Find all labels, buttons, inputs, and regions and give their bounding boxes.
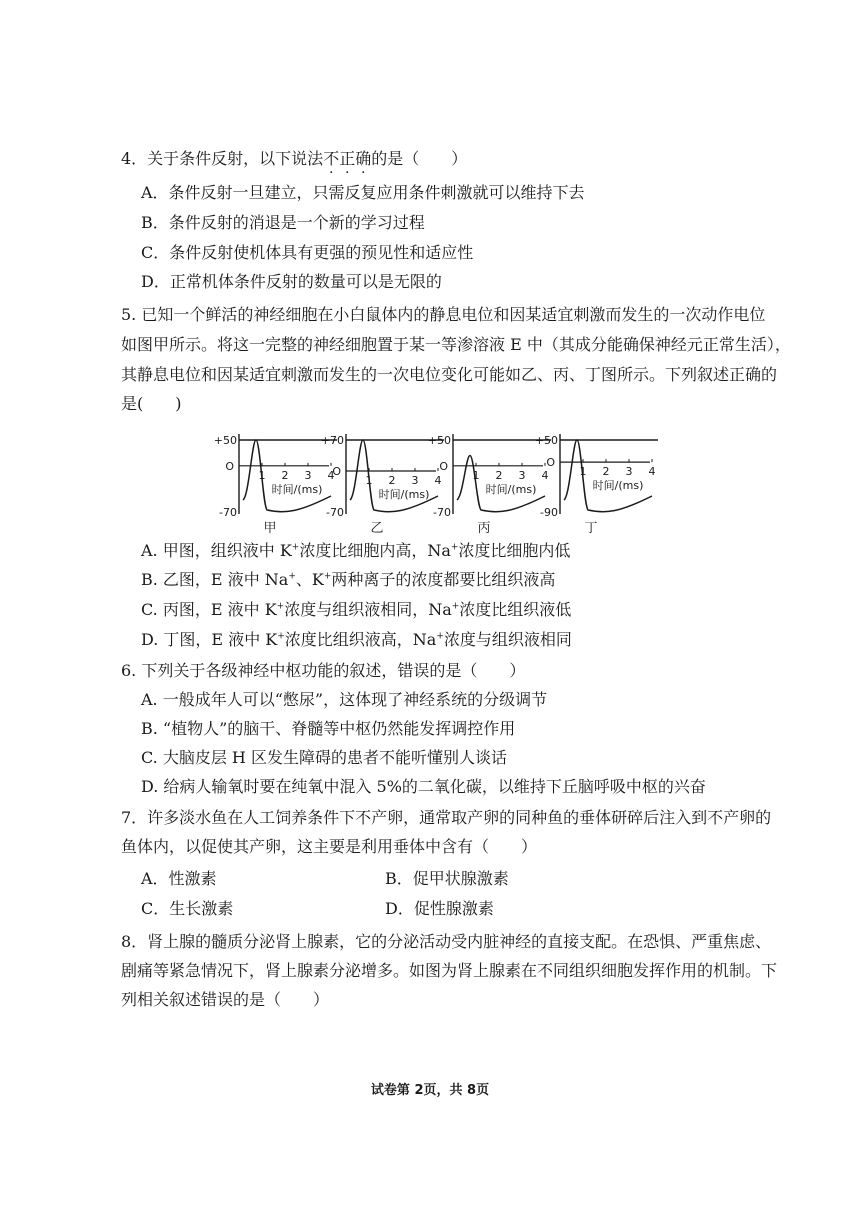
page-footer: 试卷第 2页，共 8页: [370, 1083, 490, 1098]
q7-option-c: C．生长激素: [141, 899, 234, 918]
x-tick-label: 3: [625, 465, 633, 479]
q5-stem-line-1: 5. 已知一个鲜活的神经细胞在小白鼠体内的静息电位和因某适宜刺激而发生的一次动作电位: [121, 305, 766, 324]
panel-label: 甲: [263, 521, 277, 536]
top-potential-label: +50: [534, 434, 558, 447]
q6-stem: 6. 下列关于各级神经中枢功能的叙述，错误的是（ ）: [121, 661, 526, 680]
x-tick-label: 2: [388, 474, 396, 487]
top-potential-label: +50: [213, 434, 237, 447]
origin-label: O: [225, 459, 234, 473]
x-tick-label: 1: [472, 468, 480, 482]
q7-stem-line-2: 鱼体内，以促使其产卵，这主要是利用垂体中含有（ ）: [121, 837, 538, 856]
q7-stem-line-1: 7．许多淡水鱼在人工饲养条件下不产卵，通常取产卵的同种鱼的垂体研碎后注入到不产卵的: [121, 808, 772, 827]
q5-stem-line-2: 如图甲所示。将这一完整的神经细胞置于某一等渗溶液 E 中（其成分能确保神经元正常生活），: [121, 335, 791, 354]
x-tick-label: 4: [648, 465, 656, 479]
q4-option-d: D．正常机体条件反射的数量可以是无限的: [141, 272, 442, 291]
q4-option-b: B．条件反射的消退是一个新的学习过程: [141, 213, 425, 232]
panel-label: 乙: [370, 521, 384, 536]
q5-stem-line-3: 其静息电位和因某适宜刺激而发生的一次电位变化可能如乙、丙、丁图所示。下列叙述正确的: [121, 365, 778, 384]
q6-option-a: A. 一般成年人可以“憋尿”，这体现了神经系统的分级调节: [141, 690, 548, 709]
bottom-potential-label: -70: [326, 506, 344, 519]
q8-stem-line-2: 剧痛等紧急情况下，肾上腺素分泌增多。如图为肾上腺素在不同组织细胞发挥作用的机制。下: [121, 961, 778, 980]
x-tick-label: 4: [541, 468, 549, 482]
panel-label: 丁: [584, 521, 598, 536]
panel-label: 丙: [477, 521, 491, 536]
q6-option-b: B. “植物人”的脑干、脊髓等中枢仍然能发挥调控作用: [141, 719, 516, 738]
x-tick-label: 3: [411, 474, 419, 487]
q4-stem: 4．关于条件反射，以下说法不正确的是（ ）: [121, 149, 468, 168]
q6-option-c: C. 大脑皮层 H 区发生障碍的患者不能听懂别人谈话: [141, 748, 507, 767]
q4-emph-1: 不: [323, 149, 340, 168]
x-tick-label: 1: [579, 465, 587, 479]
q7-option-a: A．性激素: [141, 869, 217, 888]
panel-3: [428, 434, 551, 536]
x-tick-label: 2: [602, 465, 610, 479]
q7-option-d: D．促性腺激素: [385, 899, 494, 918]
q4-option-c: C．条件反射使机体具有更强的预见性和适应性: [141, 243, 474, 262]
x-axis-label: 时间/(ms): [485, 482, 537, 496]
x-tick-label: 3: [304, 468, 312, 482]
top-potential-label: +50: [427, 434, 451, 447]
x-axis-label: 时间/(ms): [592, 479, 644, 493]
x-tick-label: 2: [281, 468, 289, 482]
panel-2: [321, 434, 444, 536]
q7-option-b: B．促甲状腺激素: [385, 869, 509, 888]
q8-stem-line-1: 8．肾上腺的髓质分泌肾上腺素，它的分泌活动受内脏神经的直接支配。在恐惧、严重焦虑、: [121, 932, 772, 951]
membrane-potential-figure: [213, 420, 662, 536]
q5-option-b: B. 乙图，E 液中 Na+、K+两种离子的浓度都要比组织液高: [141, 570, 556, 589]
x-tick-label: 4: [327, 468, 335, 482]
q5-stem-line-4: 是( ): [121, 394, 182, 413]
panel-4: [535, 434, 658, 536]
origin-label: O: [332, 465, 341, 478]
q8-stem-line-3: 列相关叙述错误的是（ ）: [121, 990, 330, 1009]
x-tick-label: 1: [365, 474, 373, 487]
top-potential-label: +70: [320, 434, 344, 447]
q4-emph-2: 正: [339, 149, 356, 168]
x-tick-label: 2: [495, 468, 503, 482]
x-tick-label: 3: [518, 468, 526, 482]
origin-label: O: [546, 456, 555, 470]
x-axis-label: 时间/(ms): [378, 488, 430, 501]
q5-option-c: C. 丙图，E 液中 K+浓度与组织液相同，Na+浓度比组织液低: [141, 600, 572, 619]
q6-option-d: D. 给病人输氧时要在纯氧中混入 5%的二氧化碳，以维持下丘脑呼吸中枢的兴奋: [141, 777, 706, 796]
x-tick-label: 1: [258, 468, 266, 482]
panel-1: [214, 434, 337, 536]
origin-label: O: [439, 459, 448, 473]
x-axis-label: 时间/(ms): [271, 482, 323, 496]
bottom-potential-label: -70: [219, 506, 237, 519]
x-tick-label: 4: [434, 474, 442, 487]
bottom-potential-label: -90: [540, 506, 558, 519]
q4-emph-3: 确: [355, 149, 372, 168]
bottom-potential-label: -70: [433, 506, 451, 519]
q5-option-d: D. 丁图，E 液中 K+浓度比组织液高，Na+浓度与组织液相同: [141, 630, 572, 649]
q4-option-a: A．条件反射一旦建立，只需反复应用条件刺激就可以维持下去: [141, 183, 585, 202]
q5-option-a: A. 甲图，组织液中 K+浓度比细胞内高，Na+浓度比细胞内低: [141, 541, 571, 560]
